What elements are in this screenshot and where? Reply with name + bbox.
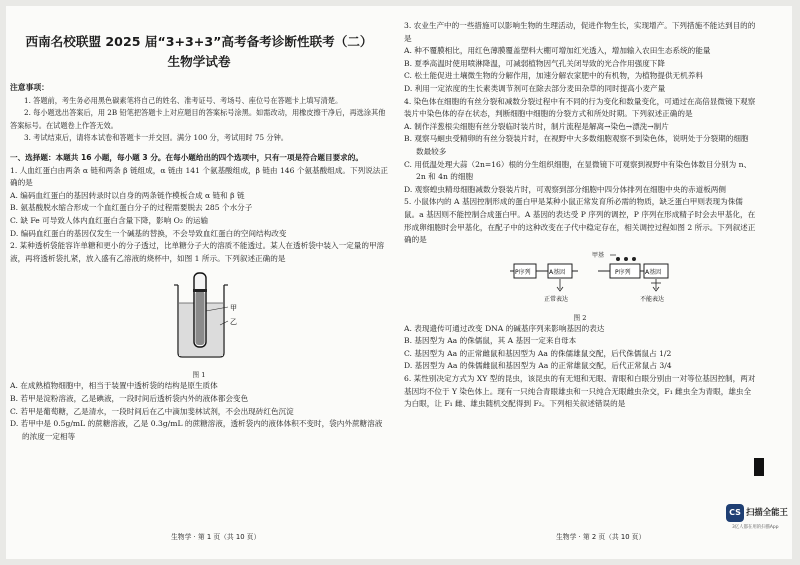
question-stem: 6. 某性别决定方式为 XY 型的昆虫，该昆虫的有无翅和无眼、青眼和白眼分别由一对等位基因控制，两对基因均不位于 Y 染色体上。现有一只纯合青眼雄虫和一只纯合无眼雌虫杂交，F₁ 雌虫全为青眼，雄虫全为白眼，让 F₁ 雌、雄虫随机交配得到 F₂。下列相关叙述错误的是 [404, 374, 756, 409]
notice-item: 1. 答题前，考生务必用黑色碳素笔将自己的姓名、准考证号、考场号、座位号在答题卡上填写清楚。 [24, 95, 343, 105]
question-stem: 5. 小鼠体内的 A 基因控制形成的蛋白甲是某种小鼠正常发育所必需的物质，缺乏蛋白甲则表现为侏儒鼠。a 基因则不能控制合成蛋白甲。A 基因的表达受 P 序列的调控，P 序列在形成精子时会去甲基化，在形成卵细胞时会甲基化，在配子中的这种改变在子代中稳定存在，相关调控过程如图 2 所示。下列叙述正确的是 [404, 197, 756, 245]
question-6 [404, 373, 756, 411]
label-a-gene: A基因 [645, 268, 662, 276]
page-2 [404, 6, 756, 411]
option-d: D. 基因型为 Aa 的侏儒雌鼠和基因型为 Aa 的正常雄鼠交配，后代正常鼠占 3/4 [404, 361, 672, 371]
question-stem: 3. 农业生产中的一些措施可以影响生物的生理活动，促进作物生长，实现增产。下列措施不能达到目的的是 [404, 21, 756, 43]
scanner-logo-icon: CS [726, 504, 744, 522]
figure-caption: 图 2 [573, 313, 587, 322]
figure-caption: 图 1 [192, 371, 206, 380]
exam-sheet [6, 6, 792, 559]
exam-title: 西南名校联盟 2025 届“3+3+3”高考备考诊断性联考（二） [25, 34, 373, 49]
question-4 [404, 96, 756, 197]
label-methyl: 甲基 [592, 251, 605, 259]
question-2 [10, 240, 388, 443]
notice-title: 注意事项： [10, 83, 49, 92]
option-b: B. 若甲是淀粉溶液，乙是碘液，一段时间后透析袋内外的液体都会变色 [10, 393, 249, 403]
option-d: D. 观察蝗虫精母细胞减数分裂装片时，可观察到部分细胞中四分体排列在细胞中央的赤道板两侧 [404, 184, 726, 194]
figure-2 [404, 249, 756, 311]
option-a: A. 制作洋葱根尖细胞有丝分裂临时装片时，制片流程是解离→染色→漂洗→制片 [404, 121, 669, 131]
option-c: C. 缺 Fe 可导致人体内血红蛋白含量下降，影响 O₂ 的运输 [10, 215, 209, 225]
option-a: A. 在成熟植物细胞中，相当于装置中透析袋的结构是原生质体 [10, 381, 218, 391]
option-d: D. 利用一定浓度的生长素类调节剂可在除去部分麦田杂草的同时提高小麦产量 [404, 83, 666, 93]
scan-edge-mark [754, 458, 764, 476]
gene-regulation-figure [504, 249, 674, 309]
option-c: C. 基因型为 Aa 的正常雌鼠和基因型为 Aa 的侏儒雄鼠交配，后代侏儒鼠占 1/2 [404, 348, 672, 358]
option-a: A. 表现遗传可通过改变 DNA 的碱基序列来影响基因的表达 [404, 323, 605, 333]
option-c: C. 松土能促进土壤微生物的分解作用，加速分解农家肥中的有机物，为植物提供无机养料 [404, 71, 703, 81]
option-b: B. 氨基酸脱水缩合形成一个血红蛋白分子的过程需要脱去 285 个水分子 [10, 203, 253, 213]
label-no-expression: 不能表达 [640, 295, 665, 303]
label-p-sequence: P序列 [615, 268, 631, 276]
section-title: 一、选择题：本题共 16 小题，每小题 3 分。在每小题给出的四个选项中，只有一项是符合题目要求的。 [10, 152, 363, 162]
question-3 [404, 20, 756, 96]
page-footer: 生物学 · 第 1 页（共 10 页） [171, 533, 261, 541]
option-c: C. 若甲是葡萄糖，乙是清水，一段时间后在乙中滴加斐林试剂，不会出现砖红色沉淀 [10, 406, 294, 416]
page-footer: 生物学 · 第 2 页（共 10 页） [556, 533, 646, 541]
option-b: B. 观察马蛔虫受精卵的有丝分裂装片时，在视野中大多数细胞观察不到染色体，说明处于分裂期的细胞数最较多 [404, 134, 749, 156]
option-a: A. 种不覆膜相比，用红色薄膜覆盖塑料大棚可增加红光透入，增加输入农田生态系统的能量 [404, 46, 711, 56]
figure-1 [10, 267, 388, 369]
option-d: D. 若甲中是 0.5g/mL 的蔗糖溶液，乙是 0.3g/mL 的蔗糖溶液，透析袋内的液体体积不变时，袋内外蔗糖溶液的浓度一定相等 [10, 419, 383, 441]
scanner-tagline: 3亿人都在用的扫描App [732, 525, 779, 530]
option-c: C. 用低温处理大蒜（2n=16）根的分生组织细胞，在显微镜下可观察到视野中有染色体数目分别为 n、2n 和 4n 的细胞 [404, 159, 752, 182]
option-d: D. 编码血红蛋白的基因仅发生一个碱基的替换，不会导致血红蛋白的空间结构改变 [10, 228, 287, 238]
option-b: B. 基因型为 Aa 的侏儒鼠，其 A 基因一定来自母本 [404, 336, 577, 346]
question-5 [404, 196, 756, 373]
scanner-watermark [724, 500, 800, 560]
question-stem: 2. 某种透析袋能容许单糖和更小的分子透过，比单糖分子大的溶质不能透过。某人在透析袋中装入一定量的甲溶液，再将透析袋扎紧，放入盛有乙溶液的烧杯中，如图 1 所示。下列叙述正确的是 [10, 241, 385, 263]
label-p-sequence: P序列 [515, 268, 531, 276]
label-jia: 甲 [230, 304, 237, 313]
option-a: A. 编码血红蛋白的基因转录时以自身的两条链作模板合成 α 链和 β 链 [10, 190, 245, 200]
scanner-app-name: 扫描全能王 [746, 507, 788, 517]
page-1 [10, 6, 388, 443]
question-1 [10, 165, 388, 241]
question-stem: 4. 染色体在细胞的有丝分裂和减数分裂过程中有不同的行为变化和数量变化，可通过在高倍显微镜下观察装片中染色体的存在状态，判断细胞中细胞的分裂方式和所处时期。下列叙述正确的是 [404, 96, 756, 119]
notice-item: 2. 每小题选出答案后，用 2B 铅笔把答题卡上对应题目的答案标号涂黑。如需改动，用橡皮擦干净后，再选涂其他答案标号。在试题卷上作答无效。 [10, 108, 386, 130]
dialysis-apparatus-figure [158, 267, 248, 359]
question-stem: 1. 人血红蛋白由两条 α 链和两条 β 链组成，α 链由 141 个氨基酸组成，β 链由 146 个氨基酸组成。下列说法正确的是 [10, 165, 388, 188]
exam-subject: 生物学试卷 [167, 54, 231, 69]
label-normal-expression: 正常表达 [544, 295, 569, 303]
label-a-gene: A基因 [549, 268, 566, 276]
notice-item: 3. 考试结束后，请将本试卷和答题卡一并交回。满分 100 分，考试用时 75 分钟。 [24, 133, 288, 143]
option-b: B. 夏季高温时使用喷淋降温，可减弱植物因气孔关闭导致的光合作用强度下降 [404, 58, 665, 68]
label-yi: 乙 [230, 318, 237, 327]
